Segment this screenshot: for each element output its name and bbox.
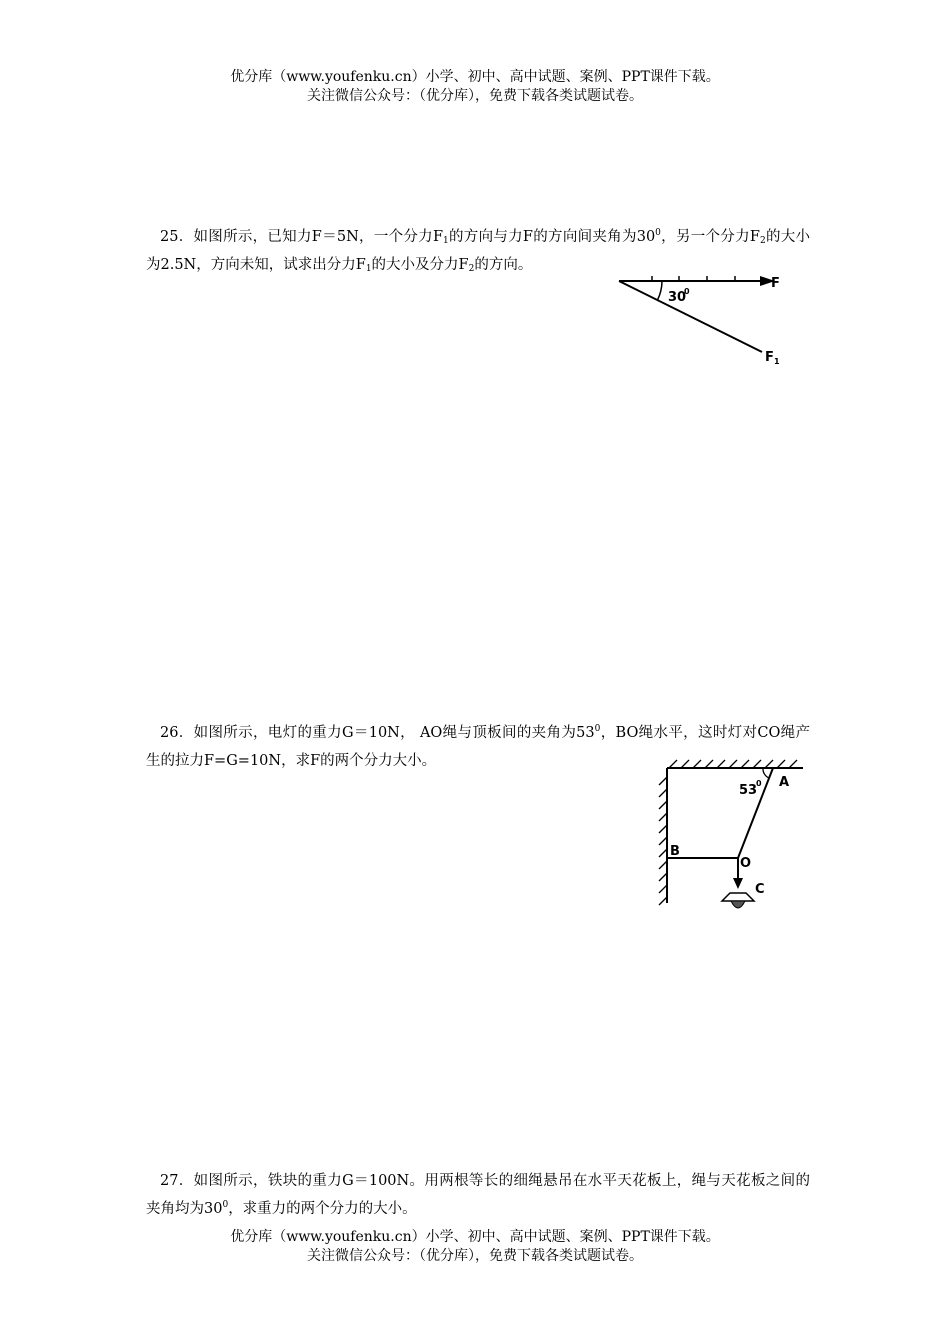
label-c: C <box>755 882 765 897</box>
label-b: B <box>670 844 680 859</box>
q25-sub-3: 1 <box>365 264 372 274</box>
q26-sup-1: 0 <box>594 724 601 734</box>
q25-text-1: 25．如图所示，已知力F＝5N，一个分力F <box>160 229 444 245</box>
q25-sup-1: 0 <box>655 228 661 238</box>
ceiling-hatching <box>669 760 797 768</box>
lamp-icon <box>722 893 754 908</box>
q26-lamp-diagram <box>655 755 815 915</box>
label-f1: F <box>765 350 774 365</box>
angle-degree-53: 0 <box>756 779 762 788</box>
angle-arc <box>658 281 663 300</box>
label-f1-subscript: 1 <box>774 357 780 366</box>
q27-text-1: 27．如图所示，铁块的重力G＝100N。用两根等长的细绳悬吊在水平天花板上，绳与天花板之间的夹角均为30 <box>146 1173 810 1217</box>
q25-text-5: 的大小及分力F <box>371 257 469 273</box>
header-line-1: 优分库（www.youfenku.cn）小学、初中、高中试题、案例、PPT课件下载。 <box>230 69 720 85</box>
question-27 <box>146 1167 810 1223</box>
footer-line-2: 关注微信公众号：（优分库），免费下载各类试题试卷。 <box>307 1248 643 1264</box>
q26-text-1: 26．如图所示，电灯的重力G＝10N， AO绳与顶板间的夹角为53 <box>160 725 595 741</box>
wall-hatching <box>659 777 667 905</box>
q25-text-4: 的大小为2.5N，方向未知，试求出分力F <box>146 229 811 273</box>
header-line-2: 关注微信公众号：（优分库），免费下载各类试题试卷。 <box>307 88 643 104</box>
q25-force-diagram <box>612 268 792 372</box>
angle-label: 30 <box>668 290 687 305</box>
force-f1-line <box>619 281 762 352</box>
angle-arc-53 <box>763 768 769 778</box>
page-footer <box>0 1228 950 1266</box>
q25-sub-4: 2 <box>468 264 475 274</box>
q25-sub-1: 1 <box>443 236 449 246</box>
footer-line-1: 优分库（www.youfenku.cn）小学、初中、高中试题、案例、PPT课件下载。 <box>230 1229 720 1245</box>
label-o: O <box>740 856 752 871</box>
label-a: A <box>779 775 790 790</box>
q25-sub-2: 2 <box>759 236 766 246</box>
q27-text-2: ，求重力的两个分力的大小。 <box>228 1201 417 1217</box>
label-f: F <box>771 276 780 291</box>
page-header <box>0 68 950 106</box>
angle-label-53: 53 <box>739 783 758 798</box>
q27-sup-1: 0 <box>222 1200 229 1210</box>
q25-text-6: 的方向。 <box>474 257 533 273</box>
force-arrowhead <box>733 878 743 889</box>
q25-text-3: ，另一个分力F <box>660 229 760 245</box>
q25-text-2: 的方向与力F的方向间夹角为30 <box>448 229 656 245</box>
q26-text-2: ，BO绳水平，这时灯对CO绳产生的拉力F=G=10N，求F的两个分力大小。 <box>146 725 810 769</box>
angle-degree: 0 <box>684 287 690 296</box>
